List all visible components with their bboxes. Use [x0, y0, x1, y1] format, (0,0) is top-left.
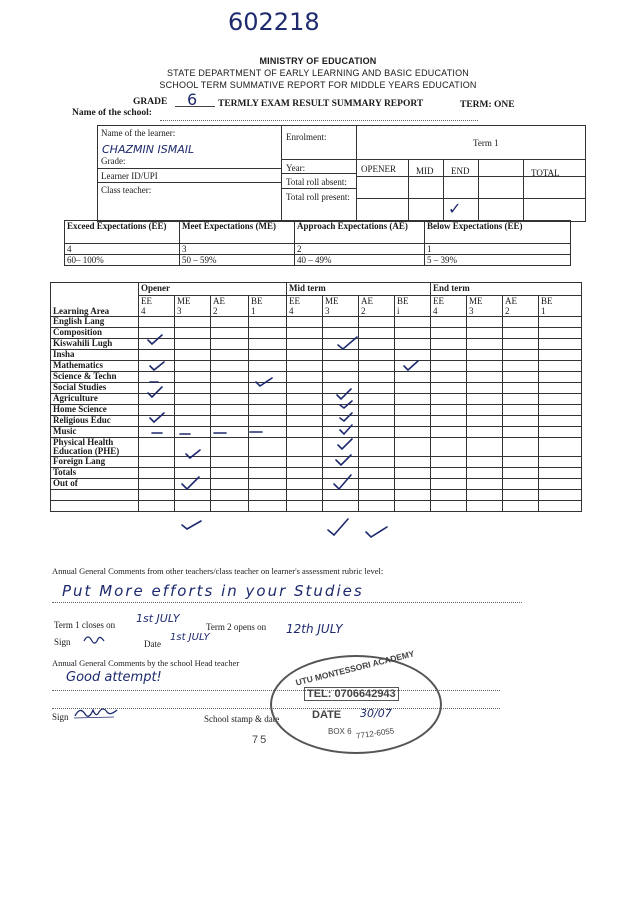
- end-be: BE 1: [539, 296, 582, 317]
- approach-code: 2: [295, 244, 425, 255]
- tick-mark: [334, 475, 351, 489]
- head-signature: [72, 704, 122, 729]
- meet-header: Meet Expectations (ME): [180, 221, 295, 244]
- tick-mark: [148, 387, 162, 397]
- school-label: Name of the school:: [72, 108, 152, 118]
- date-value: 1st JULY: [170, 632, 210, 643]
- school-stamp: [270, 648, 442, 754]
- mid-me: ME 3: [323, 296, 359, 317]
- tick-mark: [340, 413, 352, 421]
- date-label: Date: [144, 639, 161, 649]
- learning-area-name: Social Studies: [51, 383, 139, 394]
- head-comment-label: Annual General Comments by the school Head teacher: [52, 658, 240, 668]
- tick-mark: [404, 361, 418, 370]
- tick-mark: [182, 477, 199, 489]
- document-number: 602218: [228, 8, 320, 36]
- report-series-title: SCHOOL TERM SUMMATIVE REPORT FOR MIDDLE YEARS EDUCATION: [159, 80, 477, 90]
- tick-mark: [338, 337, 357, 349]
- stamp-name: UTU MONTESSORI ACADEMY: [294, 648, 416, 688]
- below-header: Below Expectations (EE): [425, 221, 571, 244]
- learning-area-name: Composition: [51, 328, 139, 339]
- stamp-label: School stamp & date: [204, 714, 280, 724]
- col-end: END: [451, 166, 470, 176]
- end-term-header: End term: [431, 283, 582, 296]
- department-title: STATE DEPARTMENT OF EARLY LEARNING AND BASIC EDUCATION: [166, 68, 470, 78]
- opener-ee: EE 4: [139, 296, 175, 317]
- ministry-title: MINISTRY OF EDUCATION: [259, 56, 377, 66]
- opener-me: ME 3: [175, 296, 211, 317]
- approach-header: Approach Expectations (AE): [295, 221, 425, 244]
- tick-mark: [256, 378, 272, 386]
- learning-area-label: Learning Area: [51, 283, 139, 317]
- stamp-tel: TEL: 0706642943: [304, 687, 399, 701]
- learning-area-name: Physical Health Education (PHE): [51, 438, 139, 457]
- term2-opens-label: Term 2 opens on: [206, 622, 267, 632]
- roll-present-label: Total roll present:: [286, 192, 350, 202]
- meet-code: 3: [180, 244, 295, 255]
- teacher-comment: Put More efforts in your Studies: [62, 582, 364, 600]
- learning-area-name: Music: [51, 427, 139, 438]
- below-range: 5 – 39%: [425, 255, 571, 266]
- tick-mark: [340, 425, 352, 434]
- meet-range: 50 – 59%: [180, 255, 295, 266]
- teacher-comment-label: Annual General Comments from other teachers/class teacher on learner's assessment rubric level:: [52, 566, 384, 576]
- learning-area-name: Home Science: [51, 405, 139, 416]
- col-total: TOTAL: [531, 168, 560, 178]
- enrolment-label: Enrolment:: [286, 132, 327, 142]
- learning-area-name: English Lang: [51, 317, 139, 328]
- tick-mark: [338, 439, 352, 449]
- grade-label: GRADE: [133, 97, 168, 107]
- grade-value: 6: [187, 90, 198, 109]
- learner-name-value: CHAZMIN ISMAIL: [102, 143, 195, 156]
- mid-ae: AE 2: [359, 296, 395, 317]
- learning-area-name: Kiswahili Lugh: [51, 339, 139, 350]
- stamp-date-label: DATE: [312, 709, 342, 721]
- col-opener: OPENER: [361, 164, 397, 174]
- term-label: TERM: ONE: [460, 100, 515, 110]
- learning-area-name: Out of: [51, 479, 139, 490]
- end-ae: AE 2: [503, 296, 539, 317]
- learner-id-label: Learner ID/UPI: [101, 171, 158, 181]
- tick-mark: [366, 527, 387, 537]
- term1-closes-value: 1st JULY: [136, 612, 180, 625]
- learner-name-label: Name of the learner:: [101, 128, 176, 138]
- tick-mark: [150, 413, 164, 422]
- tick-mark: [340, 401, 352, 408]
- learning-area-name: Foreign Lang: [51, 457, 139, 468]
- class-teacher-label: Class teacher:: [101, 185, 152, 195]
- sign-label: Sign: [54, 637, 71, 647]
- tick-mark: [336, 455, 351, 465]
- head-comment: Good attempt!: [66, 670, 162, 685]
- sign-scribble: [82, 633, 106, 648]
- learning-area-name: Science & Techn: [51, 372, 139, 383]
- below-code: 1: [425, 244, 571, 255]
- col-mid: MID: [416, 166, 434, 176]
- year-label: Year:: [286, 163, 306, 173]
- exceed-code: 4: [65, 244, 180, 255]
- term-1-header: Term 1: [473, 138, 499, 148]
- mid-ee: EE 4: [287, 296, 323, 317]
- grade-field-label: Grade:: [101, 156, 126, 166]
- opener-header: Opener: [139, 283, 287, 296]
- stamp-number: 75: [252, 734, 269, 746]
- learning-area-name: Agriculture: [51, 394, 139, 405]
- tick-mark: [328, 519, 348, 535]
- learning-area-name: Religious Educ: [51, 416, 139, 427]
- sign2-label: Sign: [52, 712, 69, 722]
- tick-mark: [182, 521, 201, 529]
- term2-opens-value: 12th JULY: [286, 622, 343, 636]
- stamp-code: 7712-6055: [355, 726, 395, 741]
- learning-area-name: Mathematics: [51, 361, 139, 372]
- stamp-box: BOX 6: [328, 727, 352, 736]
- opener-ae: AE 2: [211, 296, 249, 317]
- mid-term-header: Mid term: [287, 283, 431, 296]
- opener-be: BE 1: [249, 296, 287, 317]
- report-title: TERMLY EXAM RESULT SUMMARY REPORT: [218, 99, 424, 109]
- mid-be: BE i: [395, 296, 431, 317]
- roll-absent-label: Total roll absent:: [286, 177, 347, 187]
- end-me: ME 3: [467, 296, 503, 317]
- end-ee: EE 4: [431, 296, 467, 317]
- tick-mark: [150, 362, 164, 370]
- tick-mark: [186, 450, 200, 458]
- learning-area-name: Totals: [51, 468, 139, 479]
- tick-mark: [337, 389, 351, 399]
- term1-closes-label: Term 1 closes on: [54, 620, 116, 630]
- approach-range: 40 – 49%: [295, 255, 425, 266]
- exceed-header: Exceed Expectations (EE): [65, 221, 180, 244]
- exceed-range: 60– 100%: [65, 255, 180, 266]
- tick-mark: [148, 335, 162, 344]
- learning-area-name: Insha: [51, 350, 139, 361]
- stamp-date-value: 30/07: [360, 707, 392, 720]
- mid-tick: ✓: [448, 199, 462, 218]
